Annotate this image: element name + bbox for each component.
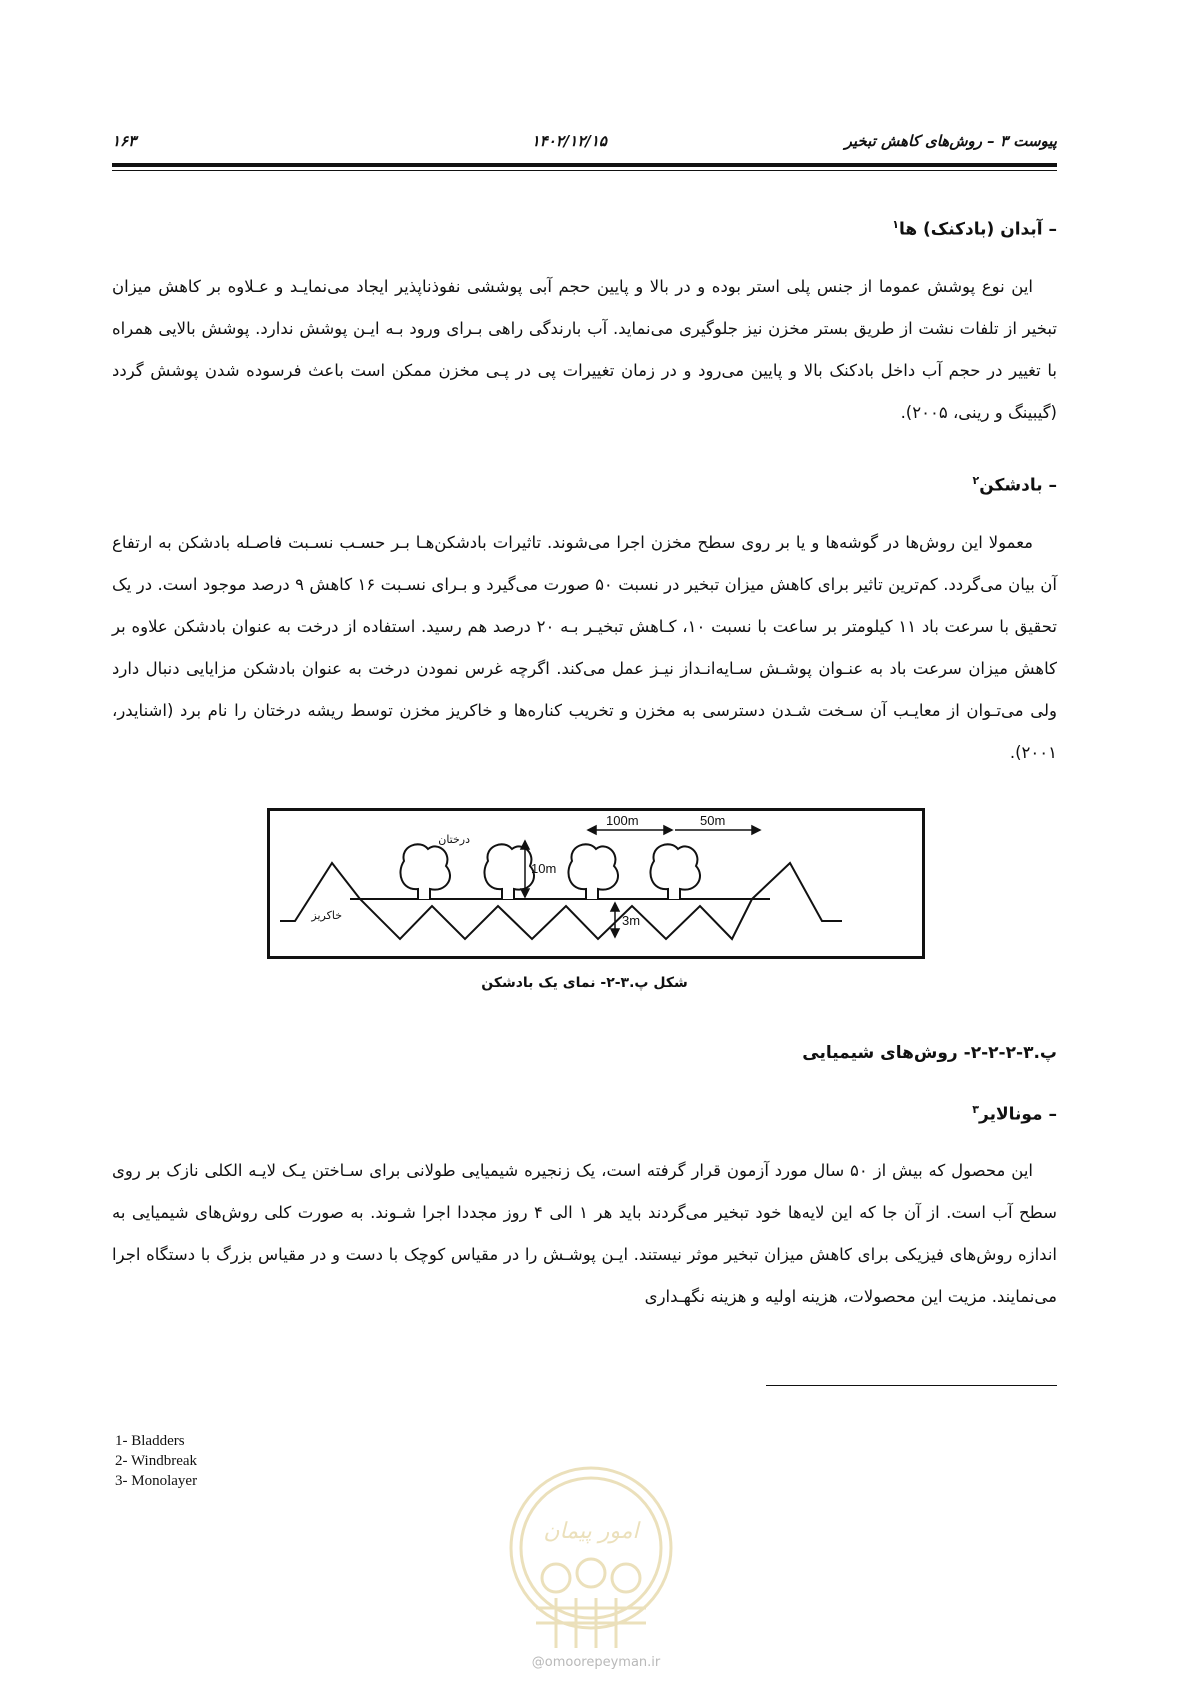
- paragraph-text: این نوع پوشش عموما از جنس پلی استر بوده و در بالا و پایین حجم آبی پوششی نفوذناپذیر ایجاد می‌نمایـد و عـلاوه بر کاهش میزان تبخیر از تلفات نشت از طریق بستر مخزن نیز جلوگیری می‌نماید. آب بارندگی راهی بـرای ورود بـه ایـن پوشش ندارد. پوشش بالایی همراه با تغییر در حجم آب داخل بادکنک بالا و پایین می‌رود و در زمان تغییرات پی در پـی مخزن ممکن است باعث فرسوده شدن پوشش گردد (گیبینگ و رینی، ۲۰۰۵).: [112, 277, 1057, 422]
- paragraph-text: این محصول که بیش از ۵۰ سال مورد آزمون قرار گرفته است، یک زنجیره شیمیایی طولانی برای سـاختن یـک لایـه الکلی نازک بر روی سطح آب است. از آن جا که این لایه‌ها خود تبخیر می‌گردند باید هر ۱ الی ۴ روز مجددا اجرا شـوند. به صورت کلی روش‌های شیمیایی به اندازه روش‌های فیزیکی برای کاهش میزان تبخیر موثر نیستند. ایـن پوشـش را در مقیاس کوچک با دست و در مقیاس بزرگ با دستگاه اجرا می‌نمایند. مزیت این محصولات، هزینه اولیه و هزینه نگهـداری: [112, 1161, 1057, 1306]
- label-embankment: خاکریز: [311, 909, 342, 922]
- label-100m: 100m: [606, 813, 639, 828]
- label-trees: درختان: [438, 833, 470, 846]
- heading-windbreak: [127, 474, 1057, 496]
- watermark-site: @omoorepeyman.ir: [531, 1655, 661, 1670]
- footnote-1: 1- Bladders: [115, 1433, 185, 1449]
- header-rule-thick: [112, 163, 1057, 167]
- tree-icon: [650, 844, 700, 899]
- header-page-number: ۱۶۳: [112, 132, 137, 150]
- heading-text: – بادشکن: [979, 475, 1057, 496]
- label-50m: 50m: [700, 813, 726, 828]
- watermark-logo-text: امور پیمان: [543, 1519, 639, 1544]
- heading-text: – آبدان (بادکنک) ها: [898, 219, 1057, 240]
- label-3m: 3m: [622, 913, 641, 928]
- paragraph-monolayer: [112, 1150, 1057, 1318]
- header-date: ۱۴۰۲/۱۲/۱۵: [531, 132, 607, 150]
- paragraph-windbreak: [112, 522, 1057, 774]
- heading-monolayer: [127, 1103, 1057, 1125]
- header-rule-thin: [112, 170, 1057, 171]
- footnote-ref: ۲: [972, 474, 980, 487]
- heading-text: – مونالایر: [979, 1104, 1057, 1125]
- paragraph-text: معمولا این روش‌ها در گوشه‌ها و یا بر روی سطح مخزن اجرا می‌شوند. تاثیرات بادشکن‌هـا بـر حسـب نسـبت فاصـله بادشکن به ارتفاع آن بیان می‌گردد. کم‌ترین تاثیر برای کاهش میزان تبخیر در نسبت ۵۰ صورت می‌گیرد و بـرای نسـبت ۱۶ کاهش ۹ درصد موجود است. در یک تحقیق با سرعت باد ۱۱ کیلومتر بر ساعت با نسبت ۱۰، کـاهش تبخیـر بـه ۲۰ درصد هم رسید. استفاده از درخت به عنوان بادشکن علاوه بر کاهش میزان سرعت باد به عنـوان پوشـش سـایه‌انـداز نیـز عمل می‌کند. اگرچه غرس نمودن درخت به عنوان بادشکن مزایایی دنبال دارد ولی می‌تـوان از معایـب آن سـخت شـدن دسترسی به مخزن و تخریب کناره‌ها و خاکریز مخزن توسط ریشه درختان را نام برد (اشنایدر، ۲۰۰۱).: [112, 533, 1057, 762]
- tree-icon: [568, 844, 618, 899]
- footnote-rule: [766, 1385, 1057, 1386]
- heading-chemical-methods: [127, 1043, 1057, 1063]
- header-section-title: پیوست ۳ – روش‌های کاهش تبخیر: [844, 132, 1057, 150]
- heading-text: پ.۳-۲-۲-۲- روش‌های شیمیایی: [802, 1043, 1057, 1063]
- footnote-ref: ۳: [972, 1103, 979, 1116]
- label-10m: 10m: [531, 861, 557, 876]
- windbreak-diagram: [270, 811, 922, 956]
- footnote-2: 2- Windbreak: [115, 1453, 198, 1469]
- heading-bladders: [127, 218, 1057, 240]
- paragraph-bladders: [112, 266, 1057, 434]
- watermark-logo: [506, 1458, 676, 1653]
- figure-caption: شکل پ.۳-۲- نمای یک بادشکن: [481, 975, 688, 991]
- embankment-profile: [280, 863, 842, 939]
- footnote-ref: ۱: [892, 218, 899, 231]
- footnotes: [115, 1431, 197, 1491]
- footnote-3: 3- Monolayer: [115, 1473, 198, 1489]
- tree-icon: [400, 844, 450, 899]
- page-header: [112, 128, 1057, 158]
- windbreak-figure: [267, 808, 925, 959]
